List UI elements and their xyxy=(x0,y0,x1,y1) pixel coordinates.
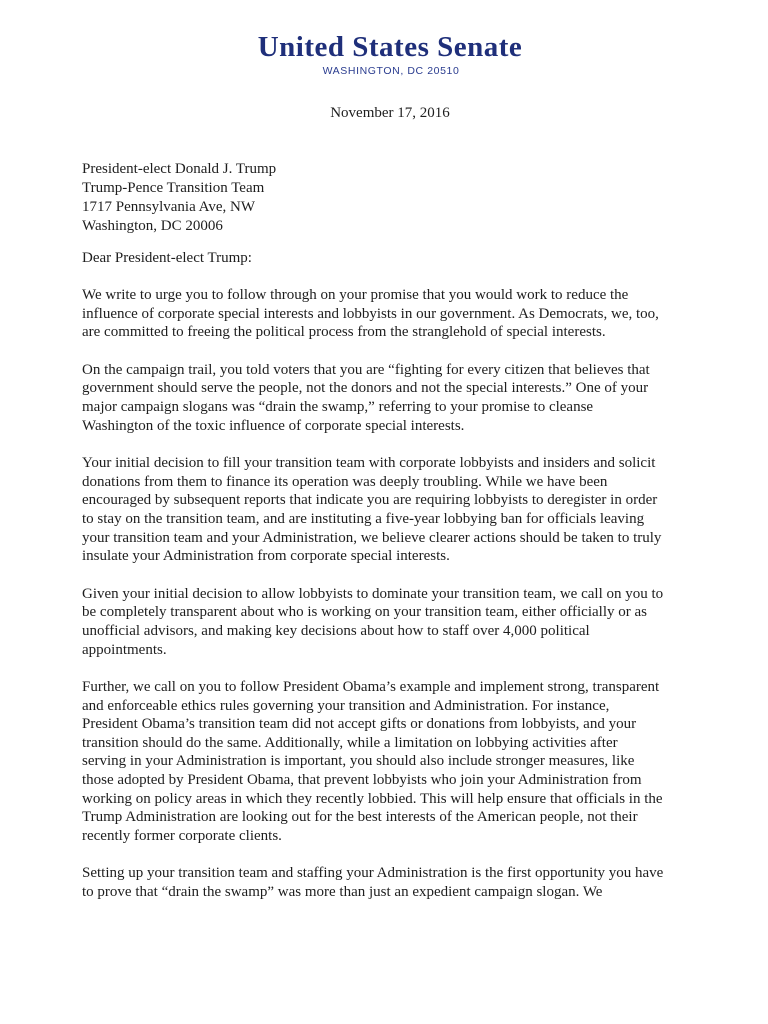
paragraph-line: Setting up your transition team and staffing your Administration is the first opportunity you have xyxy=(82,865,664,882)
paragraph-line: Your initial decision to fill your transition team with corporate lobbyists and insiders and solicit xyxy=(82,455,656,472)
paragraph-6 xyxy=(82,864,682,901)
paragraph-line: insulate your Administration from corporate special interests. xyxy=(82,548,450,565)
paragraph-line: appointments. xyxy=(82,641,167,658)
paragraph-line: Further, we call on you to follow President Obama’s example and implement strong, transparent xyxy=(82,679,660,696)
letterhead xyxy=(0,30,768,77)
paragraph-line: working on policy areas in which they recently lobbied. This will help ensure that officials in the xyxy=(82,790,663,807)
letterhead-title: United States Senate xyxy=(257,31,523,63)
paragraph-line: to stay on the transition team, and are instituting a five-year lobbying ban for officials leaving xyxy=(82,510,645,527)
paragraph-4 xyxy=(82,585,682,659)
paragraph-line: major campaign slogans was “drain the swamp,” referring to your promise to cleanse xyxy=(82,398,594,415)
paragraph-1 xyxy=(82,286,682,342)
recipient-city: Washington, DC 20006 xyxy=(82,218,223,234)
paragraph-line: are committed to freeing the political process from the stranglehold of special interests. xyxy=(82,324,606,341)
recipient-address-block xyxy=(82,160,276,236)
paragraph-line: We write to urge you to follow through on your promise that you would work to reduce the xyxy=(82,287,629,303)
paragraph-line: your transition team and your Administration, we believe clearer actions should be taken to truly xyxy=(82,529,662,546)
paragraph-line: Given your initial decision to allow lobbyists to dominate your transition team, we call on you to xyxy=(82,585,664,602)
paragraph-line: Trump Administration are looking out for the best interests of the American people, not their xyxy=(82,809,638,826)
recipient-name: President-elect Donald J. Trump xyxy=(82,161,277,177)
paragraph-line: recently former corporate clients. xyxy=(82,827,282,844)
paragraph-line: and enforceable ethics rules governing your transition and Administration. For instance, xyxy=(82,697,610,714)
paragraph-2 xyxy=(82,361,682,435)
paragraph-line: encouraged by subsequent reports that indicate you are requiring lobbyists to deregister in order xyxy=(82,492,658,509)
letterhead-address: WASHINGTON, DC 20510 xyxy=(322,65,460,77)
paragraph-line: serving in your Administration is important, you should also include stronger measures, like xyxy=(82,753,635,770)
paragraph-line: influence of corporate special interests and lobbyists in our government. As Democrats, we, too, xyxy=(82,305,659,322)
paragraph-line: government should serve the people, not the donors and not the special interests.” One of your xyxy=(82,380,649,397)
paragraph-line: On the campaign trail, you told voters that you are “fighting for every citizen that believes that xyxy=(82,361,650,378)
paragraph-line: President Obama’s transition team did not accept gifts or donations from lobbyists, and your xyxy=(82,716,637,733)
paragraph-5 xyxy=(82,678,682,845)
paragraph-line: Washington of the toxic influence of corporate special interests. xyxy=(82,417,465,434)
paragraph-line: be completely transparent about who is working on your transition team, either officially or as xyxy=(82,604,647,621)
recipient-street: 1717 Pennsylvania Ave, NW xyxy=(82,199,256,215)
paragraph-line: donations from them to finance its operation was deeply troubling. While we have been xyxy=(82,473,608,490)
letter-body xyxy=(82,286,682,921)
recipient-organization: Trump-Pence Transition Team xyxy=(82,180,265,196)
paragraph-line: to prove that “drain the swamp” was more than just an expedient campaign slogan. We xyxy=(82,884,603,901)
paragraph-line: unofficial advisors, and making key decisions about how to staff over 4,000 political xyxy=(82,622,590,639)
paragraph-line: transition should do the same. Additionally, while a limitation on lobbying activities after xyxy=(82,734,618,751)
paragraph-3 xyxy=(82,454,682,566)
salutation: Dear President-elect Trump: xyxy=(82,250,252,266)
paragraph-line: those adopted by President Obama, that prevent lobbyists who join your Administration from xyxy=(82,772,642,789)
letter-date: November 17, 2016 xyxy=(330,105,450,121)
